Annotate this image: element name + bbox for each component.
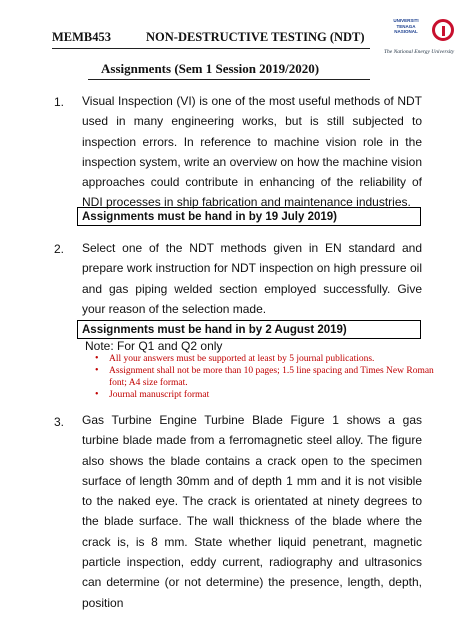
note-label: Note: For Q1 and Q2 only xyxy=(85,339,223,353)
question-1-number: 1. xyxy=(54,95,65,109)
university-logo xyxy=(384,18,462,60)
question-1-text: Visual Inspection (VI) is one of the most useful methods of NDT used in many engineering works, but is still subjected to inspection errors. In reference to machine vision role in the inspection system, write an overview on how the machine vision approaches could contribute in enhancing of the reliability of NDI processes in ship fabrication and maintenance industries. xyxy=(82,94,422,210)
logo-tagline: The National Energy University xyxy=(384,49,455,55)
logo-wordmark xyxy=(384,18,428,48)
question-2-deadline: Assignments must be hand in by 2 August 2019) xyxy=(77,320,421,339)
power-icon xyxy=(432,19,454,41)
course-code: MEMB453 xyxy=(52,30,112,44)
question-1-deadline: Assignments must be hand in by 19 July 2019) xyxy=(77,207,421,226)
header-rule xyxy=(52,48,370,49)
question-2-text: Select one of the NDT methods given in EN standard and prepare work instruction for NDT inspection on high pressure oil and gas piping welded section employed successfully. Give your reason of the selection made. xyxy=(82,241,422,316)
title-rule xyxy=(88,79,370,80)
question-2-number: 2. xyxy=(54,242,65,256)
page-title: Assignments (Sem 1 Session 2019/2020) xyxy=(101,61,320,76)
course-name: NON-DESTRUCTIVE TESTING (NDT) xyxy=(146,30,365,44)
question-3-text: Gas Turbine Engine Turbine Blade Figure 1 shows a gas turbine blade made from a ferromagnetic steel alloy. The figure also shows the blade contains a crack open to the specimen surface of length 30mm and of depth 1 mm and it is not visible to the naked eye. The crack is orientated at ninety degrees to the blade surface. The wall thickness of the blade where the crack is, is 8 mm. State whether liquid penetrant, magnetic particle inspection, eddy current, radiography and ultrasonics can determine (or not determine) the presence, length, depth, position xyxy=(82,413,422,610)
note-list xyxy=(95,353,435,401)
question-3-number: 3. xyxy=(54,415,65,429)
logo-line-3: NASIONAL xyxy=(394,29,418,34)
note-item: • Journal manuscript format xyxy=(95,389,435,401)
note-item: • Assignment shall not be more than 10 pages; 1.5 line spacing and Times New Roman font; A4 size format. xyxy=(95,365,435,389)
note-item: • All your answers must be supported at least by 5 journal publications. xyxy=(95,353,435,365)
logo-line-1: UNIVERSITI xyxy=(393,18,419,23)
logo-line-2: TENAGA xyxy=(396,23,416,29)
